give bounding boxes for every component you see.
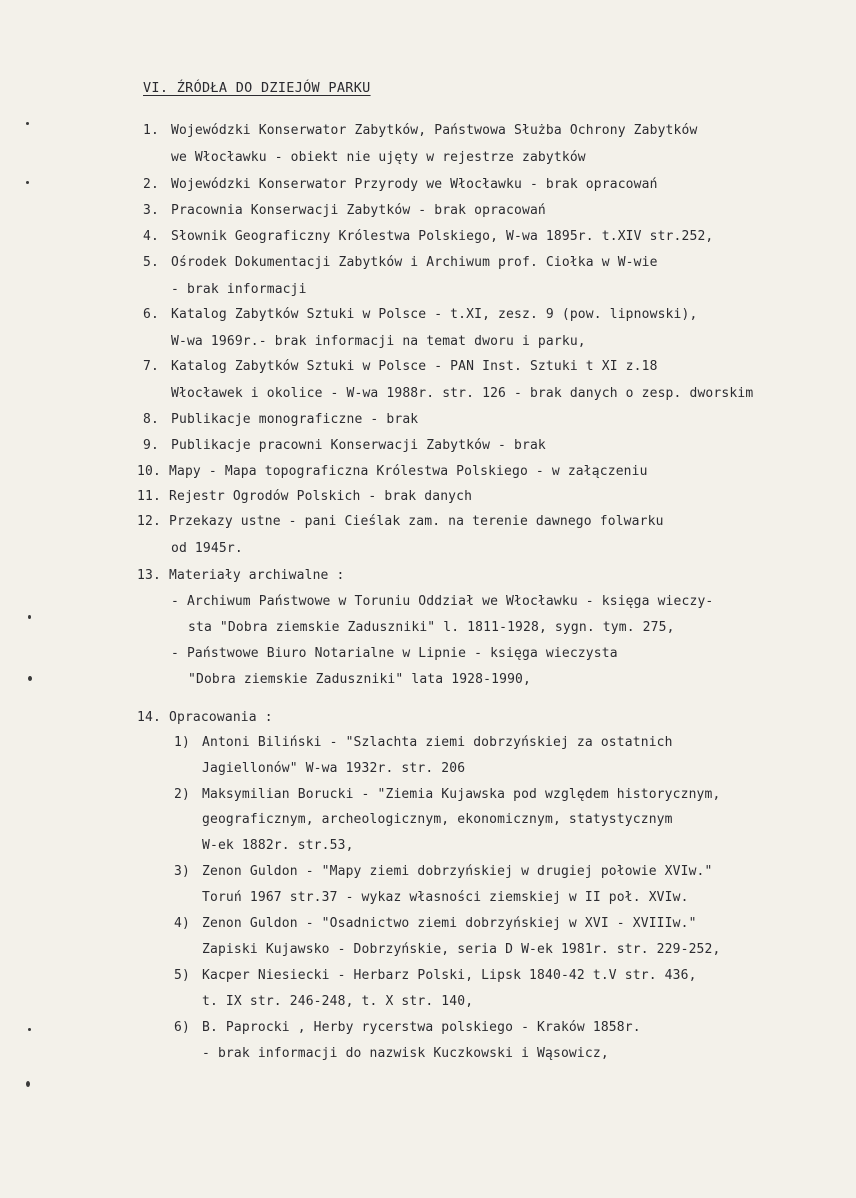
- item-text: Mapy - Mapa topograficzna Królestwa Polskiego - w załączeniu: [169, 464, 648, 479]
- study-number: 1): [174, 735, 190, 750]
- margin-speck: [26, 181, 29, 184]
- study-text: Zenon Guldon - "Mapy ziemi dobrzyńskiej w drugiej połowie XVIw.": [202, 864, 713, 879]
- item-number: 11.: [137, 489, 161, 504]
- item-number: 13.: [137, 568, 161, 583]
- study-text: Maksymilian Borucki - "Ziemia Kujawska pod względem historycznym,: [202, 787, 721, 802]
- archival-entry: - Państwowe Biuro Notarialne w Lipnie - księga wieczysta: [171, 646, 618, 661]
- study-continuation: Zapiski Kujawsko - Dobrzyńskie, seria D W-ek 1981r. str. 229-252,: [202, 942, 721, 957]
- item-text: Przekazy ustne - pani Cieślak zam. na terenie dawnego folwarku: [169, 514, 664, 529]
- study-text: Kacper Niesiecki - Herbarz Polski, Lipsk 1840-42 t.V str. 436,: [202, 968, 697, 983]
- study-entry: [174, 968, 697, 983]
- item-number: 12.: [137, 514, 161, 529]
- item-text: Wojewódzki Konserwator Przyrody we Włocławku - brak opracowań: [171, 177, 658, 192]
- list-item: [143, 255, 658, 270]
- margin-speck: [28, 676, 32, 681]
- item-text: Publikacje monograficzne - brak: [171, 412, 419, 427]
- list-item: [137, 464, 648, 479]
- study-continuation: t. IX str. 246-248, t. X str. 140,: [202, 994, 474, 1009]
- study-number: 6): [174, 1020, 190, 1035]
- archival-continuation: sta "Dobra ziemskie Zaduszniki" l. 1811-1928, sygn. tym. 275,: [188, 620, 675, 635]
- archival-continuation: "Dobra ziemskie Zaduszniki" lata 1928-1990,: [188, 672, 531, 687]
- study-text: Antoni Biliński - "Szlachta ziemi dobrzyńskiej za ostatnich: [202, 735, 673, 750]
- study-continuation: - brak informacji do nazwisk Kuczkowski i Wąsowicz,: [202, 1046, 609, 1061]
- item-continuation: W-wa 1969r.- brak informacji na temat dworu i parku,: [171, 334, 586, 349]
- study-entry: [174, 916, 697, 931]
- study-continuation: W-ek 1882r. str.53,: [202, 838, 354, 853]
- item-number: 2.: [143, 177, 159, 192]
- item-text: Pracownia Konserwacji Zabytków - brak opracowań: [171, 203, 546, 218]
- study-number: 5): [174, 968, 190, 983]
- item-number: 7.: [143, 359, 159, 374]
- item-text: Wojewódzki Konserwator Zabytków, Państwowa Służba Ochrony Zabytków: [171, 123, 698, 138]
- study-number: 3): [174, 864, 190, 879]
- study-continuation: Toruń 1967 str.37 - wykaz własności ziemskiej w II poł. XVIw.: [202, 890, 689, 905]
- item-number: 5.: [143, 255, 159, 270]
- item-text: Publikacje pracowni Konserwacji Zabytków - brak: [171, 438, 546, 453]
- list-item: [143, 177, 658, 192]
- item-continuation: Włocławek i okolice - W-wa 1988r. str. 126 - brak danych o zesp. dworskim: [171, 386, 754, 401]
- item-text: Katalog Zabytków Sztuki w Polsce - PAN Inst. Sztuki t XI z.18: [171, 359, 658, 374]
- list-item: [137, 514, 664, 529]
- study-entry: [174, 735, 673, 750]
- study-continuation: geograficznym, archeologicznym, ekonomicznym, statystycznym: [202, 812, 673, 827]
- item-number: 10.: [137, 464, 161, 479]
- study-text: Zenon Guldon - "Osadnictwo ziemi dobrzyńskiej w XVI - XVIIIw.": [202, 916, 697, 931]
- item-number: 6.: [143, 307, 159, 322]
- item-number: 4.: [143, 229, 159, 244]
- margin-speck: [28, 1028, 31, 1031]
- list-item: [143, 307, 697, 322]
- study-continuation: Jagiellonów" W-wa 1932r. str. 206: [202, 761, 466, 776]
- item-number: 14.: [137, 710, 161, 725]
- list-item: [137, 710, 273, 725]
- item-continuation: we Włocławku - obiekt nie ujęty w rejestrze zabytków: [171, 150, 586, 165]
- item-text: Ośrodek Dokumentacji Zabytków i Archiwum prof. Ciołka w W-wie: [171, 255, 658, 270]
- list-item: [143, 359, 658, 374]
- item-continuation: - brak informacji: [171, 282, 307, 297]
- list-item: [137, 489, 472, 504]
- list-item: [143, 229, 713, 244]
- archival-entry: - Archiwum Państwowe w Toruniu Oddział we Włocławku - księga wieczy-: [171, 594, 714, 609]
- item-number: 3.: [143, 203, 159, 218]
- study-number: 2): [174, 787, 190, 802]
- item-number: 1.: [143, 123, 159, 138]
- section-heading: VI. ŹRÓDŁA DO DZIEJÓW PARKU: [143, 80, 371, 96]
- margin-speck: [26, 122, 29, 125]
- margin-speck: [26, 1081, 30, 1087]
- item-continuation: od 1945r.: [171, 541, 243, 556]
- item-text: Opracowania :: [169, 710, 273, 725]
- study-number: 4): [174, 916, 190, 931]
- study-entry: [174, 787, 720, 802]
- item-text: Słownik Geograficzny Królestwa Polskiego, W-wa 1895r. t.XIV str.252,: [171, 229, 714, 244]
- item-number: 8.: [143, 412, 159, 427]
- list-item: [143, 438, 546, 453]
- item-number: 9.: [143, 438, 159, 453]
- list-item: [137, 568, 345, 583]
- list-item: [143, 203, 546, 218]
- item-text: Rejestr Ogrodów Polskich - brak danych: [169, 489, 473, 504]
- margin-speck: [28, 615, 31, 619]
- list-item: [143, 123, 697, 138]
- item-text: Materiały archiwalne :: [169, 568, 345, 583]
- study-entry: [174, 864, 713, 879]
- study-entry: [174, 1020, 641, 1035]
- list-item: [143, 412, 418, 427]
- item-text: Katalog Zabytków Sztuki w Polsce - t.XI, zesz. 9 (pow. lipnowski),: [171, 307, 698, 322]
- study-text: B. Paprocki , Herby rycerstwa polskiego - Kraków 1858r.: [202, 1020, 641, 1035]
